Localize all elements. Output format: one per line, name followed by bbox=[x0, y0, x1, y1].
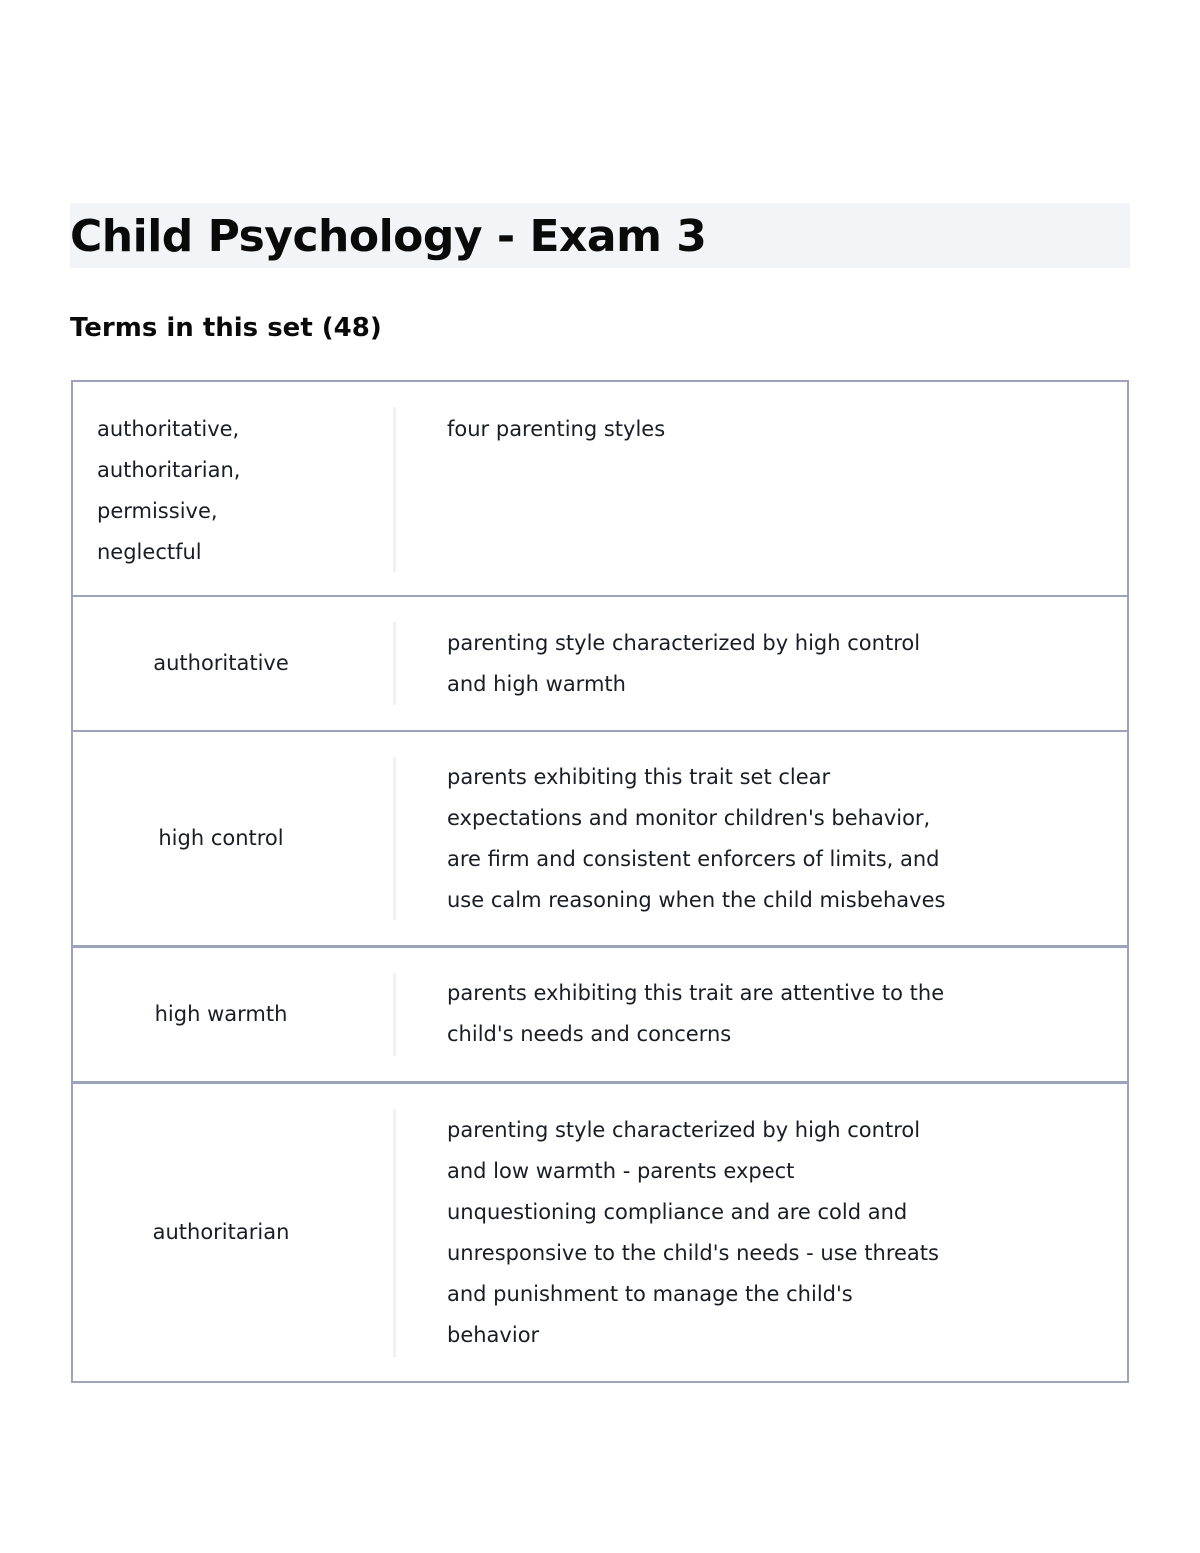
page-title: Child Psychology - Exam 3 bbox=[70, 211, 707, 262]
definition-line: and high warmth bbox=[447, 672, 626, 696]
definition-line: parents exhibiting this trait set clear bbox=[447, 765, 831, 789]
definition-line: parenting style characterized by high control bbox=[447, 1118, 921, 1142]
definition-text bbox=[447, 973, 1027, 1055]
definition-text bbox=[447, 623, 1027, 705]
definition-line: unresponsive to the child's needs - use threats bbox=[447, 1241, 939, 1265]
column-divider bbox=[393, 407, 396, 572]
term-cell bbox=[73, 948, 393, 1081]
definition-line: four parenting styles bbox=[447, 417, 666, 441]
definition-line: parents exhibiting this trait are attentive to the bbox=[447, 981, 945, 1005]
term-line: authoritarian, bbox=[97, 458, 241, 482]
definition-line: behavior bbox=[447, 1323, 540, 1347]
definition-line: parenting style characterized by high control bbox=[447, 631, 921, 655]
term-text bbox=[97, 409, 240, 573]
term-line: permissive, bbox=[97, 499, 218, 523]
term-cell bbox=[73, 1084, 393, 1381]
definition-line: unquestioning compliance and are cold and bbox=[447, 1200, 908, 1224]
definition-text bbox=[447, 757, 1027, 921]
definition-text bbox=[447, 409, 1027, 450]
term-row bbox=[71, 380, 1129, 597]
column-divider bbox=[393, 1109, 396, 1357]
term-line: neglectful bbox=[97, 540, 202, 564]
definition-line: expectations and monitor children's behavior, bbox=[447, 806, 931, 830]
definition-line: use calm reasoning when the child misbehaves bbox=[447, 888, 946, 912]
term-line: high warmth bbox=[154, 1002, 288, 1026]
term-text bbox=[73, 1212, 369, 1253]
definition-line: child's needs and concerns bbox=[447, 1022, 732, 1046]
term-row bbox=[71, 595, 1129, 732]
definition-line: are firm and consistent enforcers of limits, and bbox=[447, 847, 940, 871]
term-cell bbox=[73, 732, 393, 945]
definition-text bbox=[447, 1110, 1027, 1356]
definition-line: and punishment to manage the child's bbox=[447, 1282, 853, 1306]
term-text bbox=[73, 994, 369, 1035]
column-divider bbox=[393, 973, 396, 1056]
term-row bbox=[71, 730, 1129, 947]
term-row bbox=[71, 1082, 1129, 1383]
term-text bbox=[73, 643, 369, 684]
set-heading: Terms in this set (48) bbox=[70, 313, 382, 343]
term-cell bbox=[73, 382, 393, 595]
definition-line: and low warmth - parents expect bbox=[447, 1159, 795, 1183]
term-cell bbox=[73, 597, 393, 730]
column-divider bbox=[393, 757, 396, 920]
term-line: authoritative, bbox=[97, 417, 240, 441]
term-row bbox=[71, 946, 1129, 1083]
term-text bbox=[73, 818, 369, 859]
term-line: authoritative bbox=[153, 651, 289, 675]
column-divider bbox=[393, 622, 396, 705]
term-line: high control bbox=[158, 826, 284, 850]
term-line: authoritarian bbox=[152, 1220, 290, 1244]
